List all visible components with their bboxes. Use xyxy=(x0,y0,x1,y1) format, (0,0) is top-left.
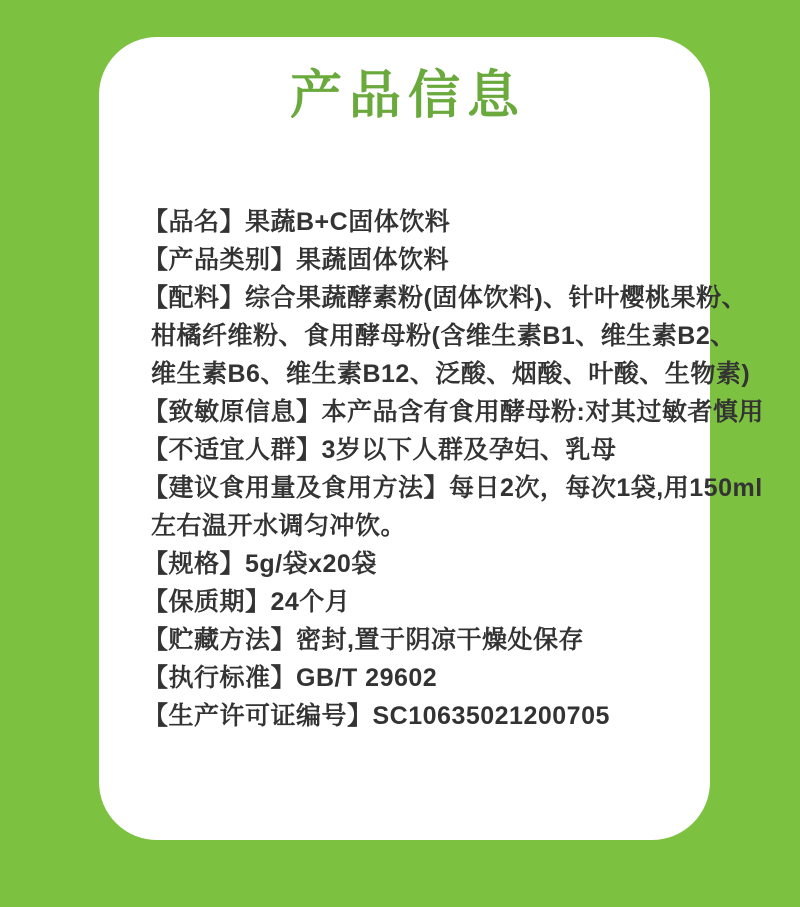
info-line-standard: 【执行标准】GB/T 29602 xyxy=(143,664,438,693)
info-line-usage-1: 【建议食用量及食用方法】每日2次，每次1袋,用150ml xyxy=(143,474,763,503)
info-line-product-name: 【品名】果蔬B+C固体饮料 xyxy=(143,208,451,237)
info-line-ingredients-1: 【配料】综合果蔬酵素粉(固体饮料)、针叶樱桃果粉、 xyxy=(143,284,748,313)
product-info-list xyxy=(143,203,764,735)
info-line-ingredients-3: 维生素B6、维生素B12、泛酸、烟酸、叶酸、生物素) xyxy=(151,360,751,389)
page-title: 产品信息 xyxy=(289,67,526,125)
info-line-product-category: 【产品类别】果蔬固体饮料 xyxy=(143,246,450,275)
info-line-allergen: 【致敏原信息】本产品含有食用酵母粉:对其过敏者慎用 xyxy=(143,398,764,427)
info-line-storage: 【贮藏方法】密封,置于阴凉干燥处保存 xyxy=(143,626,584,655)
info-line-unsuitable-groups: 【不适宜人群】3岁以下人群及孕妇、乳母 xyxy=(143,436,617,465)
info-line-ingredients-2: 柑橘纤维粉、食用酵母粉(含维生素B1、维生素B2、 xyxy=(151,322,736,351)
info-line-usage-2: 左右温开水调匀冲饮。 xyxy=(151,512,407,541)
info-line-license-number: 【生产许可证编号】SC10635021200705 xyxy=(143,702,610,731)
info-line-specification: 【规格】5g/袋x20袋 xyxy=(143,550,377,579)
product-info-card xyxy=(99,37,764,840)
info-line-shelf-life: 【保质期】24个月 xyxy=(143,588,351,617)
